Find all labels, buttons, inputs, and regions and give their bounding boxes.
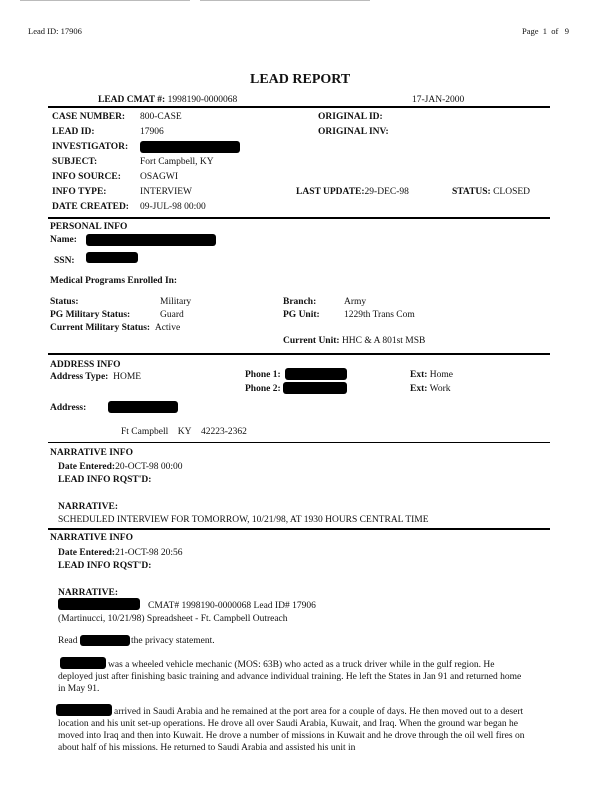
case-number: 800-CASE <box>140 112 182 122</box>
subject-label: SUBJECT: <box>52 157 98 167</box>
subject: Fort Campbell, KY <box>140 157 214 167</box>
narrative-label-1: NARRATIVE: <box>58 502 118 512</box>
redaction <box>108 401 178 413</box>
redaction <box>86 252 138 263</box>
personal-info-heading: PERSONAL INFO <box>50 222 128 232</box>
date-created: 09-JUL-98 00:00 <box>140 202 206 212</box>
redaction <box>86 234 216 246</box>
info-source: OSAGWI <box>140 172 178 182</box>
ext-home: Ext: Home <box>410 370 454 380</box>
redaction <box>58 598 140 610</box>
narrative-text-1: SCHEDULED INTERVIEW FOR TOMORROW, 10/21/98, AT 1930 HOURS CENTRAL TIME <box>58 515 429 525</box>
address-type: Address Type: HOME <box>50 372 142 382</box>
privacy-line-rest: the privacy statement. <box>131 636 215 646</box>
narrative-paragraph-1: was a wheeled vehicle mechanic (MOS: 63B) who acted as a truck driver while in the gulf region. He deployed just after finishing basic training and advance individual training. He left the States in Jan 91 and returned home in May 91. <box>58 660 522 694</box>
pg-status-label: PG Military Status: <box>50 310 131 320</box>
status-label: Status: <box>50 297 79 307</box>
page-title: LEAD REPORT <box>250 72 351 87</box>
divider <box>48 528 550 530</box>
original-id-label: ORIGINAL ID: <box>318 112 383 122</box>
original-inv-label: ORIGINAL INV: <box>318 127 389 137</box>
date-entered-1: Date Entered:20-OCT-98 00:00 <box>58 462 183 472</box>
ext-work: Ext: Work <box>410 384 451 394</box>
header-lead-id: Lead ID: 17906 <box>28 26 82 36</box>
pg-status: Guard <box>160 310 184 320</box>
name-label: Name: <box>50 235 77 245</box>
redaction <box>140 141 240 153</box>
narrative-heading-1: NARRATIVE INFO <box>50 448 133 458</box>
divider <box>48 106 550 108</box>
info-type-label: INFO TYPE: <box>52 187 107 197</box>
investigator-label: INVESTIGATOR: <box>52 142 129 152</box>
narrative-heading-2: NARRATIVE INFO <box>50 533 133 543</box>
branch: Army <box>344 297 367 307</box>
medical-programs-label: Medical Programs Enrolled In: <box>50 276 178 286</box>
address-city-line: Ft Campbell KY 42223-2362 <box>121 427 247 437</box>
military-status: Military <box>160 297 192 307</box>
lead-id-label: LEAD ID: <box>52 127 95 137</box>
phone1-label: Phone 1: <box>245 370 281 380</box>
redaction <box>80 635 130 646</box>
redaction <box>285 368 347 380</box>
address-label: Address: <box>50 403 87 413</box>
case-number-label: CASE NUMBER: <box>52 112 126 122</box>
scan-line <box>20 0 190 1</box>
lead-info-rqst-1: LEAD INFO RQST'D: <box>58 475 152 485</box>
last-update: LAST UPDATE:29-DEC-98 <box>296 187 409 197</box>
lead-cmat: LEAD CMAT #: 1998190-0000068 <box>98 95 238 105</box>
pg-unit-label: PG Unit: <box>283 310 320 320</box>
status: STATUS: CLOSED <box>452 187 531 197</box>
header-page: Page 1 of 9 <box>522 26 569 36</box>
ssn-label: SSN: <box>54 256 75 266</box>
lead-id: 17906 <box>140 127 164 137</box>
branch-label: Branch: <box>283 297 317 307</box>
divider <box>48 442 550 443</box>
phone2-label: Phone 2: <box>245 384 281 394</box>
narrative-source-line: (Martinucci, 10/21/98) Spreadsheet - Ft. Campbell Outreach <box>58 614 288 624</box>
info-type: INTERVIEW <box>140 187 192 197</box>
date-created-label: DATE CREATED: <box>52 202 129 212</box>
address-info-heading: ADDRESS INFO <box>50 360 121 370</box>
divider <box>48 353 550 355</box>
lead-info-rqst-2: LEAD INFO RQST'D: <box>58 561 152 571</box>
date-entered-2: Date Entered:21-OCT-98 20:56 <box>58 548 183 558</box>
info-source-label: INFO SOURCE: <box>52 172 121 182</box>
privacy-line: Read <box>58 636 78 646</box>
narrative-label-2: NARRATIVE: <box>58 588 118 598</box>
pg-unit: 1229th Trans Com <box>344 310 415 320</box>
redaction <box>283 382 347 394</box>
current-status: Current Military Status: Active <box>50 323 181 333</box>
current-unit: Current Unit: HHC & A 801st MSB <box>283 336 426 346</box>
divider <box>48 217 550 219</box>
scan-line <box>200 0 370 1</box>
report-date: 17-JAN-2000 <box>412 95 465 105</box>
narrative-paragraph-2: arrived in Saudi Arabia and he remained at the port area for a couple of days. He then moved out to a desert location and his unit set-up operations. He drove all over Saudi Arabia, Kuwait, and Iraq. When the ground war began he moved into Iraq and then into Kuwait. He drove a number of missions in Kuwait and he drove through the oil well fires on about half of his missions. He returned to Saudi Arabia and assisted his unit in <box>58 707 525 753</box>
narrative-cmat-line: CMAT# 1998190-0000068 Lead ID# 17906 <box>148 601 316 611</box>
